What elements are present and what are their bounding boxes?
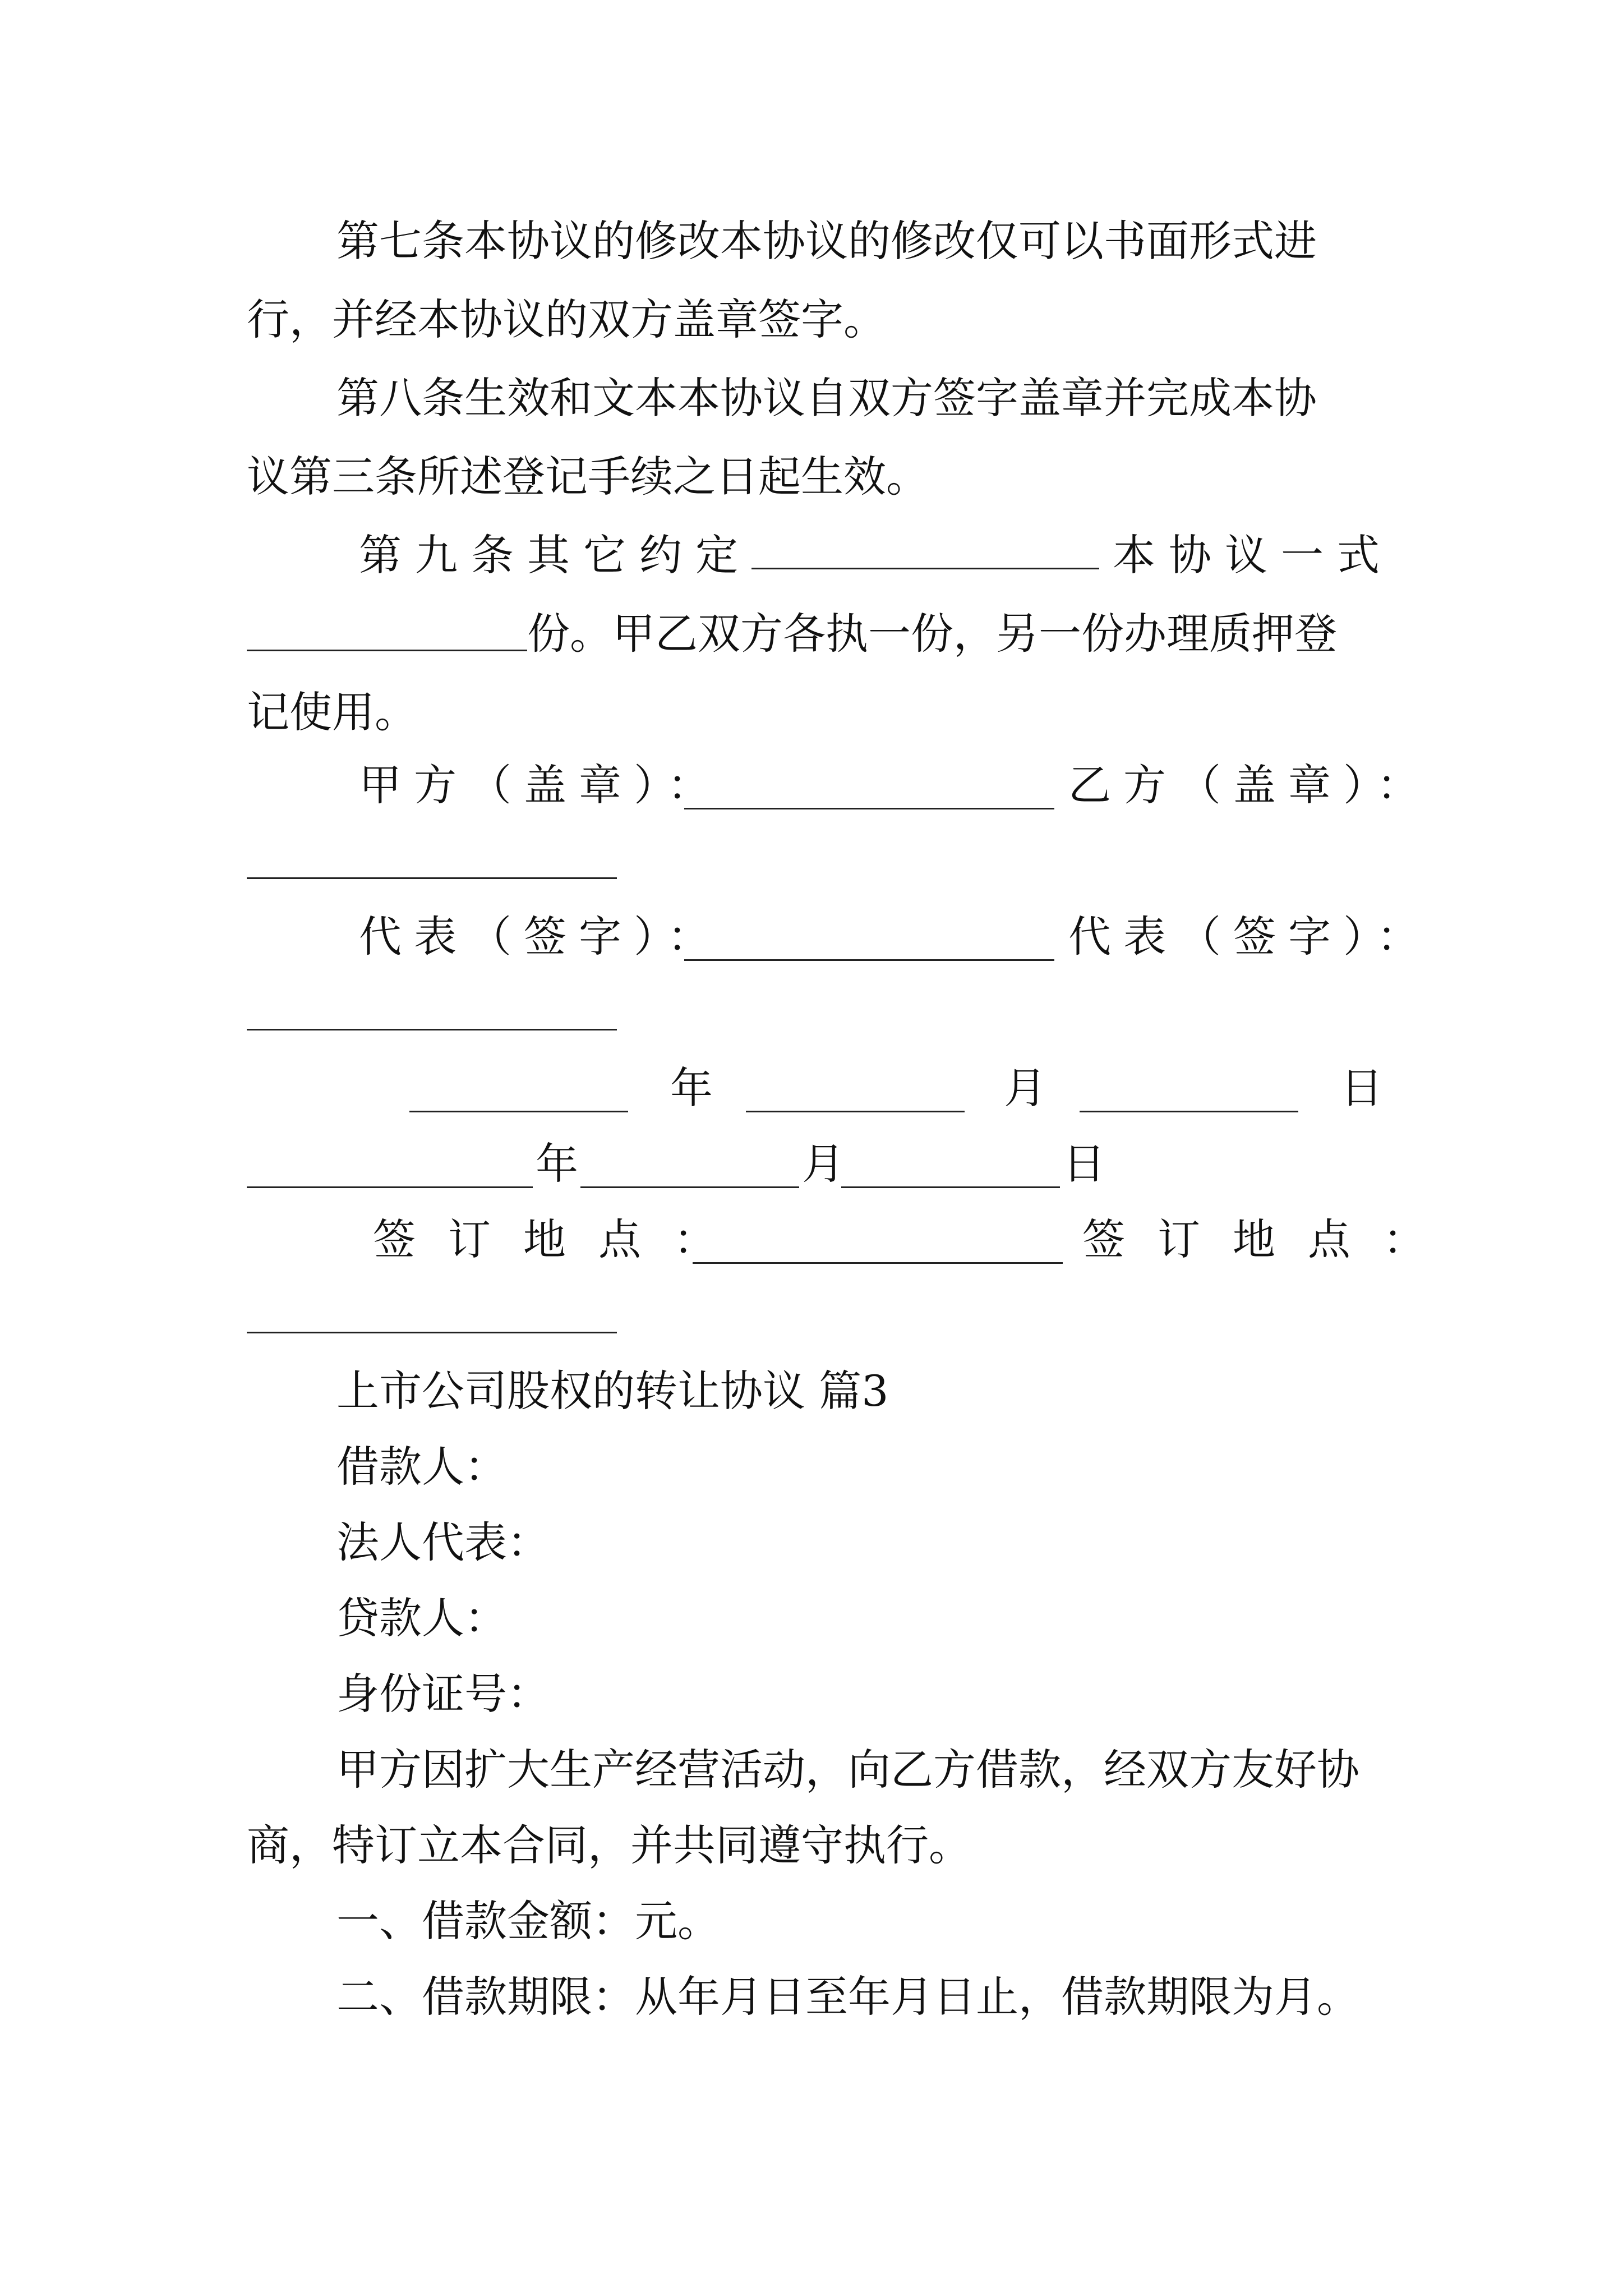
char: 定 — [695, 530, 738, 580]
signing-place-label-a: 签订地点： — [373, 1214, 749, 1264]
rep-a-blank — [684, 909, 1054, 961]
party-b-label: 乙方（盖章）： — [1068, 760, 1432, 810]
date-row-a — [0, 1049, 1623, 1128]
party-b-blank — [247, 876, 617, 879]
char: 九 — [415, 530, 458, 580]
day-label-b: 日 — [1063, 1139, 1105, 1189]
char: 它 — [583, 530, 626, 580]
intro-line-1: 甲方因扩大生产经营活动，向乙方借款，经双方友好协 — [336, 1745, 1359, 1795]
rep-b-blank — [247, 1028, 617, 1030]
year-blank-b — [247, 1136, 533, 1188]
char: 协 — [1169, 530, 1211, 580]
day-blank-b — [841, 1136, 1060, 1188]
borrower-field: 借款人： — [336, 1442, 507, 1492]
party-a-label: 甲方（盖章）： — [359, 760, 722, 810]
article-7-line-2: 行，并经本协议的双方盖章签字。 — [247, 295, 886, 344]
rep-a-label: 代表（签字）： — [359, 912, 722, 961]
item-1-loan-amount: 一、借款金额：元。 — [336, 1896, 720, 1946]
item-2-loan-term: 二、借款期限：从年月日至年月日止，借款期限为月。 — [336, 1972, 1359, 2022]
article-9-line-3: 记使用。 — [247, 687, 417, 737]
char: 一 — [1281, 530, 1324, 580]
month-blank-a — [746, 1060, 965, 1112]
intro-line-2: 商，特订立本合同，并共同遵守执行。 — [247, 1820, 971, 1870]
char: 其 — [527, 530, 570, 580]
char: 式 — [1337, 530, 1380, 580]
article-9-line-1 — [359, 516, 1380, 595]
text: 份。甲乙双方各执一份，另一份办理质押登 — [527, 609, 1337, 659]
stamp-row — [0, 746, 1623, 825]
article-8-line-1: 第八条生效和文本本协议自双方签字盖章并完成本协 — [336, 373, 1317, 423]
year-label-a: 年 — [670, 1063, 713, 1113]
signing-place-row — [0, 1200, 1623, 1279]
rep-b-label: 代表（签字）： — [1068, 912, 1432, 961]
month-label-a: 月 — [1004, 1063, 1046, 1113]
char: 第 — [359, 530, 402, 580]
signing-place-label-b: 签订地点： — [1082, 1214, 1458, 1264]
lender-field: 贷款人： — [336, 1593, 507, 1643]
party-a-blank — [684, 757, 1054, 809]
char: 约 — [639, 530, 682, 580]
month-blank-b — [580, 1136, 799, 1188]
month-label-b: 月 — [802, 1139, 845, 1189]
blank-line — [751, 528, 1099, 569]
id-number-field: 身份证号： — [336, 1669, 550, 1719]
year-label-b: 年 — [536, 1139, 578, 1189]
representative-row — [0, 898, 1623, 976]
article-7-line-1: 第七条本协议的修改本协议的修改仅可以书面形式进 — [336, 216, 1317, 266]
section-3-title: 上市公司股权的转让协议 篇3 — [336, 1366, 889, 1416]
legal-rep-field: 法人代表： — [336, 1517, 550, 1567]
signing-place-blank-b — [247, 1331, 617, 1333]
article-9-line-2 — [247, 595, 1380, 673]
article-8-line-2: 议第三条所述登记手续之日起生效。 — [247, 452, 929, 501]
date-row-b — [0, 1125, 1623, 1203]
signing-place-blank-a — [693, 1212, 1063, 1264]
year-blank-a — [409, 1060, 628, 1112]
day-blank-a — [1080, 1060, 1298, 1112]
char: 议 — [1225, 530, 1267, 580]
char: 条 — [471, 530, 514, 580]
blank-line — [247, 610, 527, 651]
day-label-a: 日 — [1340, 1063, 1383, 1113]
char: 本 — [1113, 530, 1155, 580]
